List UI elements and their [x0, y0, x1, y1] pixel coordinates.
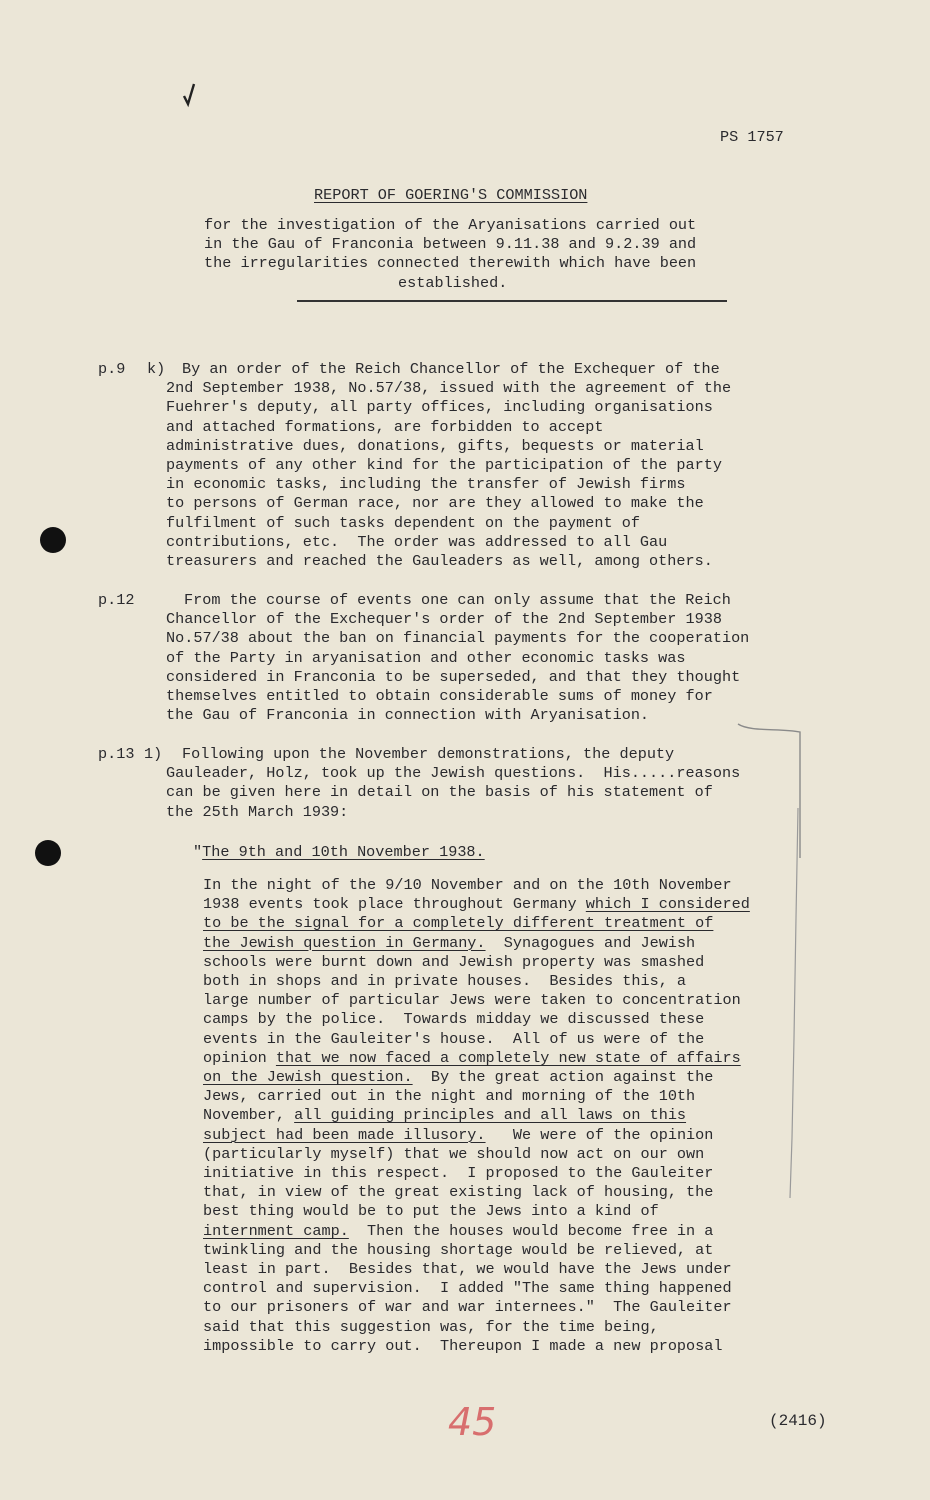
underlined-line: to be the signal for a completely different treatment of	[203, 914, 714, 933]
check-mark-icon	[180, 82, 198, 108]
text-segment: Synagogues and Jewish	[485, 933, 696, 952]
text-line: large number of particular Jews were taken to concentration	[203, 991, 741, 1010]
text-line: (particularly myself) that we should now act on our own	[203, 1144, 705, 1163]
text-line: and attached formations, are forbidden to accept	[166, 417, 604, 436]
text-line: can be given here in detail on the basis of his statement of	[166, 783, 713, 802]
text-line: administrative dues, donations, gifts, bequests or material	[166, 436, 704, 455]
punch-hole-top	[40, 527, 66, 553]
text-line: Fuehrer's deputy, all party offices, including organisations	[166, 398, 713, 417]
underlined-segment: the Jewish question in Germany.	[203, 933, 486, 952]
report-title: REPORT OF GOERING'S COMMISSION	[314, 186, 588, 204]
quoted-statement	[203, 876, 750, 1356]
quote-heading-text: The 9th and 10th November 1938.	[202, 843, 485, 861]
text-line: 2nd September 1938, No.57/38, issued with the agreement of the	[166, 379, 732, 398]
text-line: Chancellor of the Exchequer's order of the 2nd September 1938	[166, 610, 722, 629]
text-line: fulfilment of such tasks dependent on the payment of	[166, 513, 640, 532]
underlined-segment: that we now faced a completely new state of affairs	[275, 1048, 741, 1067]
text-line: Gauleader, Holz, took up the Jewish questions. His.....reasons	[166, 764, 741, 783]
text-line: themselves entitled to obtain considerable sums of money for	[166, 687, 713, 706]
quote-heading	[193, 843, 485, 862]
item-label-k: k)	[147, 360, 166, 378]
text-line: camps by the police. Towards midday we discussed these	[203, 1010, 705, 1029]
text-line: to our prisoners of war and war internees." The Gauleiter	[203, 1298, 732, 1317]
text-line: considered in Franconia to be superseded, and that they thought	[166, 667, 741, 686]
underlined-segment: on the Jewish question.	[203, 1068, 413, 1087]
text-segment: Then the houses would become free in a	[348, 1221, 714, 1240]
text-line	[203, 934, 750, 953]
text-line	[203, 1222, 750, 1241]
subtitle-line: the irregularities connected therewith which have been	[204, 254, 697, 273]
text-segment: We were of the opinion	[485, 1125, 714, 1144]
underlined-segment: which I considered	[585, 895, 750, 914]
text-line: schools were burnt down and Jewish property was smashed	[203, 952, 705, 971]
subtitle-line: for the investigation of the Aryanisations carried out	[204, 216, 697, 234]
text-line: By an order of the Reich Chancellor of the Exchequer of the	[182, 360, 720, 378]
underlined-segment: all guiding principles and all laws on this	[294, 1106, 687, 1125]
margin-bracket-mark	[730, 718, 810, 1218]
document-id: PS 1757	[720, 128, 784, 146]
text-line: said that this suggestion was, for the time being,	[203, 1317, 659, 1336]
text-line: least in part. Besides that, we would have the Jews under	[203, 1260, 732, 1279]
underlined-segment: subject had been made illusory.	[203, 1125, 486, 1144]
page-ref-p12: p.12	[98, 591, 135, 609]
text-line: In the night of the 9/10 November and on the 10th November	[203, 876, 732, 894]
text-line: to persons of German race, nor are they allowed to make the	[166, 494, 704, 513]
text-line	[203, 1106, 750, 1125]
text-line: Jews, carried out in the night and morning of the 10th	[203, 1087, 696, 1106]
title-divider	[297, 300, 727, 302]
underlined-segment: internment camp.	[203, 1221, 349, 1240]
text-line: the Gau of Franconia in connection with Aryanisation.	[166, 706, 650, 725]
text-line: in economic tasks, including the transfer of Jewish firms	[166, 475, 686, 494]
text-line: control and supervision. I added "The same thing happened	[203, 1279, 732, 1298]
subtitle-line: in the Gau of Franconia between 9.11.38 and 9.2.39 and	[204, 235, 697, 254]
text-line: best thing would be to put the Jews into a kind of	[203, 1202, 659, 1221]
text-line: that, in view of the great existing lack of housing, the	[203, 1183, 714, 1202]
text-segment: 1938 events took place throughout Germany	[203, 895, 586, 914]
text-line: events in the Gauleiter's house. All of us were of the	[203, 1029, 705, 1048]
text-line: From the course of events one can only assume that the Reich	[184, 591, 731, 609]
text-line	[203, 1068, 750, 1087]
text-line: treasurers and reached the Gauleaders as well, among others.	[166, 552, 713, 571]
text-line: payments of any other kind for the participation of the party	[166, 456, 722, 475]
paragraph-p12	[166, 591, 749, 725]
text-segment: By the great action against the	[412, 1068, 714, 1087]
subtitle-line: established.	[398, 273, 508, 292]
text-line: initiative in this respect. I proposed to the Gauleiter	[203, 1164, 714, 1183]
text-segment: opinion	[203, 1048, 276, 1067]
text-line: twinkling and the housing shortage would be relieved, at	[203, 1240, 714, 1259]
text-line	[203, 1126, 750, 1145]
text-line	[203, 1049, 750, 1068]
page-ref-p9: p.9	[98, 360, 126, 378]
text-line	[203, 895, 750, 914]
paragraph-p13	[166, 745, 740, 822]
page-number: (2416)	[769, 1412, 827, 1430]
text-line: both in shops and in private houses. Besides this, a	[203, 972, 687, 991]
report-subtitle	[204, 216, 729, 293]
text-line: impossible to carry out. Thereupon I made a new proposal	[203, 1336, 723, 1355]
handwritten-page-number: 45	[448, 1400, 497, 1444]
text-line: the 25th March 1939:	[166, 802, 349, 821]
page-ref-p13: p.13	[98, 745, 135, 763]
text-line: No.57/38 about the ban on financial payments for the cooperation	[166, 629, 750, 648]
quote-open-mark: "	[193, 843, 203, 861]
text-line: contributions, etc. The order was addressed to all Gau	[166, 532, 668, 551]
text-line: of the Party in aryanisation and other economic tasks was	[166, 648, 686, 667]
item-label-1: 1)	[144, 745, 163, 763]
paragraph-p9	[166, 360, 731, 571]
punch-hole-bottom	[35, 840, 61, 866]
text-line: Following upon the November demonstrations, the deputy	[182, 745, 675, 763]
text-segment: November,	[203, 1106, 295, 1125]
